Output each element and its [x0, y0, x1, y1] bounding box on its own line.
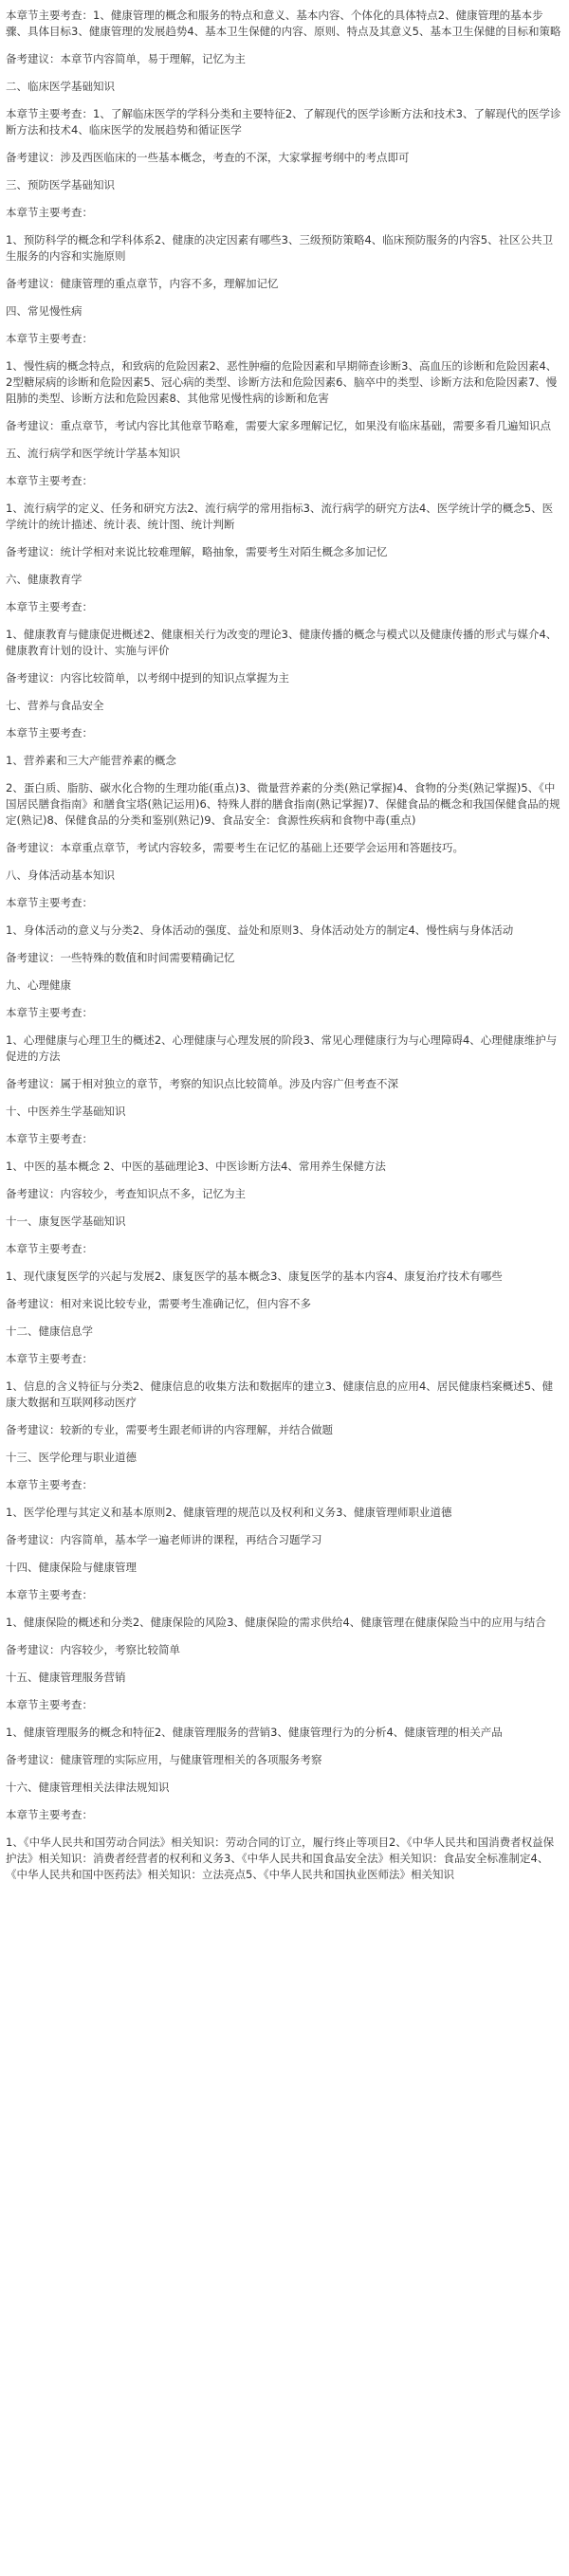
section-content: 1、《中华人民共和国劳动合同法》相关知识：劳动合同的订立，履行终止等项目2、《中华人民共和国消费者权益保护法》相关知识：消费者经营者的权利和义务3、《中华人民共和国食品安全法》相关知识：食品安全标准制定4、《中华人民共和国中医药法》相关知识：立法亮点5、《中华人民共和国执业医师法》相关知识 [6, 1836, 555, 1881]
section-advice: 备考建议：内容简单，基本学一遍老师讲的课程，再结合习题学习 [6, 1533, 322, 1546]
section-advice: 备考建议：健康管理的重点章节，内容不多，理解加记忆 [6, 277, 279, 290]
section-label: 本章节主要考查： [6, 1808, 93, 1821]
section-content: 1、健康教育与健康促进概述2、健康相关行为改变的理论3、健康传播的概念与模式以及健康传播的形式与媒介4、健康教育计划的设计、实施与评价 [6, 628, 558, 657]
section-insurance [6, 1560, 563, 1658]
section-health-education [6, 572, 563, 686]
section-title: 三、预防医学基础知识 [6, 178, 115, 192]
section-ethics [6, 1450, 563, 1548]
intro-content: 本章节主要考查：1、健康管理的概念和服务的特点和意义、基本内容、个体化的具体特点2、健康管理的基本步骤、具体目标3、健康管理的发展趋势4、基本卫生保健的内容、原则、特点及其意义5、基本卫生保健的目标和策略 [6, 9, 561, 38]
section-content: 1、心理健康与心理卫生的概述2、心理健康与心理发展的阶段3、常见心理健康行为与心理障碍4、心理健康维护与促进的方法 [6, 1033, 558, 1063]
section-content: 1、健康管理服务的概念和特征2、健康管理服务的营销3、健康管理行为的分析4、健康管理的相关产品 [6, 1726, 503, 1739]
section-clinical [6, 79, 563, 166]
section-content: 1、营养素和三大产能营养素的概念 [6, 754, 176, 767]
section-advice: 备考建议：一些特殊的数值和时间需要精确记忆 [6, 951, 235, 964]
section-title: 六、健康教育学 [6, 573, 83, 586]
section-advice: 备考建议：重点章节，考试内容比其他章节略难，需要大家多理解记忆，如果没有临床基础，需要多看几遍知识点 [6, 419, 551, 432]
section-title: 七、营养与食品安全 [6, 699, 104, 712]
section-content: 1、慢性病的概念特点，和致病的危险因素2、恶性肿瘤的危险因素和早期筛查诊断3、高血压的诊断和危险因素4、2型糖尿病的诊断和危险因素5、冠心病的类型、诊断方法和危险因素6、脑卒中的类型、诊断方法和危险因素7、慢阻肺的类型、诊断方法和危险因素8、其他常见慢性病的诊断和危害 [6, 359, 558, 405]
section-content: 1、流行病学的定义、任务和研究方法2、流行病学的常用指标3、流行病学的研究方法4、医学统计学的概念5、医学统计的统计描述、统计表、统计图、统计判断 [6, 502, 554, 531]
intro-advice: 备考建议：本章节内容简单，易于理解，记忆为主 [6, 52, 246, 65]
section-tcm [6, 1104, 563, 1202]
section-content: 1、预防科学的概念和学科体系2、健康的决定因素有哪些3、三级预防策略4、临床预防服务的内容5、社区公共卫生服务的内容和实施原则 [6, 233, 554, 263]
section-advice: 备考建议：属于相对独立的章节，考察的知识点比较简单。涉及内容广但考查不深 [6, 1077, 398, 1090]
section-content: 1、健康保险的概述和分类2、健康保险的风险3、健康保险的需求供给4、健康管理在健康保险当中的应用与结合 [6, 1616, 546, 1629]
section-label: 本章节主要考查： [6, 600, 93, 613]
section-health-informatics [6, 1324, 563, 1438]
section-title: 十五、健康管理服务营销 [6, 1671, 126, 1684]
section-content: 1、医学伦理与其定义和基本原则2、健康管理的规范以及权利和义务3、健康管理师职业道德 [6, 1506, 452, 1519]
section-rehabilitation [6, 1214, 563, 1312]
section-title: 八、身体活动基本知识 [6, 868, 115, 882]
section-marketing [6, 1670, 563, 1768]
section-label: 本章节主要考查： [6, 332, 93, 345]
section-content: 1、信息的含义特征与分类2、健康信息的收集方法和数据库的建立3、健康信息的应用4、居民健康档案概述5、健康大数据和互联网移动医疗 [6, 1379, 554, 1409]
section-title: 二、临床医学基础知识 [6, 80, 115, 93]
section-advice: 备考建议：统计学相对来说比较难理解，略抽象，需要考生对陌生概念多加记忆 [6, 545, 388, 558]
section-title: 十一、康复医学基础知识 [6, 1215, 126, 1228]
section-title: 十三、医学伦理与职业道德 [6, 1451, 137, 1464]
section-advice: 备考建议：较新的专业，需要考生跟老师讲的内容理解，并结合做题 [6, 1423, 333, 1436]
section-content-2: 2、蛋白质、脂肪、碳水化合物的生理功能(重点)3、微量营养素的分类(熟记掌握)4、食物的分类(熟记掌握)5、《中国居民膳食指南》和膳食宝塔(熟记运用)6、特殊人群的膳食指南(熟记掌握)7、保健食品的概念和我国保健食品的规定(熟记)8、保健食品的分类和鉴别(熟记)9、食品安全：食源性疾病和食物中毒(重点) [6, 781, 560, 827]
section-label: 本章节主要考查： [6, 474, 93, 487]
section-label: 本章节主要考查： [6, 1352, 93, 1365]
section-law [6, 1780, 563, 1883]
section-content: 本章节主要考查：1、了解临床医学的学科分类和主要特征2、了解现代的医学诊断方法和技术3、了解现代的医学诊断方法和技术4、临床医学的发展趋势和循证医学 [6, 107, 561, 137]
section-label: 本章节主要考查： [6, 1006, 93, 1019]
section-content: 1、中医的基本概念 2、中医的基础理论3、中医诊断方法4、常用养生保健方法 [6, 1160, 386, 1173]
section-label: 本章节主要考查： [6, 896, 93, 909]
section-advice: 备考建议：健康管理的实际应用，与健康管理相关的各项服务考察 [6, 1753, 322, 1766]
section-advice: 备考建议：内容较少，考察比较简单 [6, 1643, 180, 1656]
section-advice: 备考建议：涉及西医临床的一些基本概念，考查的不深，大家掌握考纲中的考点即可 [6, 151, 410, 164]
section-title: 十四、健康保险与健康管理 [6, 1561, 137, 1574]
section-physical-activity [6, 868, 563, 966]
section-label: 本章节主要考查： [6, 726, 93, 740]
section-mental-health [6, 977, 563, 1092]
section-label: 本章节主要考查： [6, 1132, 93, 1145]
section-title: 十二、健康信息学 [6, 1325, 93, 1338]
section-chronic [6, 303, 563, 434]
section-title: 十、中医养生学基础知识 [6, 1105, 126, 1118]
section-label: 本章节主要考查： [6, 1588, 93, 1601]
section-advice: 备考建议：本章重点章节，考试内容较多，需要考生在记忆的基础上还要学会运用和答题技巧。 [6, 841, 464, 854]
section-label: 本章节主要考查： [6, 1242, 93, 1255]
section-label: 本章节主要考查： [6, 1478, 93, 1491]
section-title: 十六、健康管理相关法律法规知识 [6, 1781, 170, 1794]
section-advice: 备考建议：内容较少，考查知识点不多，记忆为主 [6, 1187, 246, 1200]
section-advice: 备考建议：内容比较简单，以考纲中提到的知识点掌握为主 [6, 671, 289, 685]
section-content: 1、身体活动的意义与分类2、身体活动的强度、益处和原则3、身体活动处方的制定4、慢性病与身体活动 [6, 923, 514, 937]
section-label: 本章节主要考查： [6, 1698, 93, 1711]
section-content: 1、现代康复医学的兴起与发展2、康复医学的基本概念3、康复医学的基本内容4、康复治疗技术有哪些 [6, 1270, 503, 1283]
section-preventive [6, 177, 563, 292]
section-label: 本章节主要考查： [6, 206, 93, 219]
section-nutrition [6, 698, 563, 856]
section-intro [6, 8, 563, 67]
section-advice: 备考建议：相对来说比较专业，需要考生准确记忆，但内容不多 [6, 1297, 311, 1310]
section-epidemiology [6, 446, 563, 560]
section-title: 九、心理健康 [6, 978, 71, 992]
section-title: 四、常见慢性病 [6, 304, 83, 318]
section-title: 五、流行病学和医学统计学基本知识 [6, 447, 180, 460]
